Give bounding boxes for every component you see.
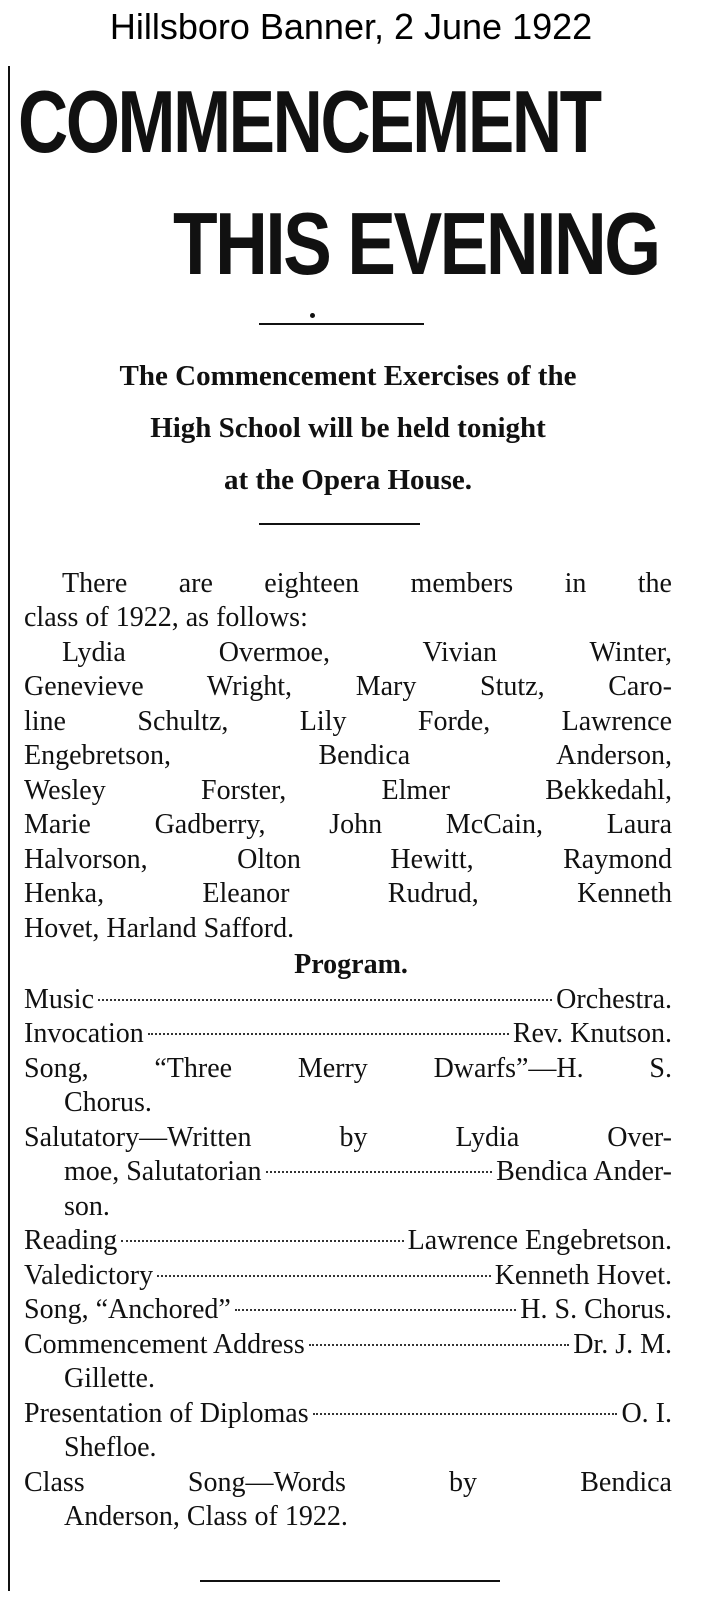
divider-dot (310, 313, 315, 318)
dot-leader (309, 1344, 569, 1346)
headline-line-1: COMMENCEMENT (18, 72, 600, 171)
program-performer: H. S. Chorus. (520, 1294, 672, 1325)
deck-line-2: High School will be held tonight (150, 412, 546, 444)
program-performer: O. I. (621, 1398, 672, 1429)
program-item-label: Commencement Address (24, 1329, 305, 1360)
program-item-label: Reading (24, 1225, 118, 1256)
roster-line: Marie Gadberry, John McCain, Laura (24, 809, 672, 840)
headline-line-2: THIS EVENING (173, 194, 659, 293)
program-heading: Program. (294, 949, 408, 980)
deck-line-1: The Commencement Exercises of the (119, 360, 577, 392)
roster-line: Genevieve Wright, Mary Stutz, Caro- (24, 671, 672, 702)
program-performer: Dr. J. M. (573, 1329, 672, 1360)
roster-line: Wesley Forster, Elmer Bekkedahl, (24, 775, 672, 806)
program-item-invocation (24, 1017, 672, 1052)
program-item-address-cont: Gillette. (64, 1363, 155, 1394)
program-item-song-anchored (24, 1293, 672, 1328)
program-item-valedictory (24, 1259, 672, 1294)
program-item-label: Music (24, 984, 94, 1015)
roster-line: line Schultz, Lily Forde, Lawrence (24, 706, 672, 737)
roster-line: Lydia Overmoe, Vivian Winter, (62, 637, 672, 668)
program-performer: Orchestra. (556, 984, 672, 1015)
program-item-address (24, 1328, 672, 1363)
program-item-diplomas (24, 1397, 672, 1432)
program-item-label: Invocation (24, 1018, 144, 1049)
column-rule (8, 66, 10, 1591)
program-item-song-dwarfs-cont: Chorus. (64, 1087, 152, 1118)
program-performer: Lawrence Engebretson. (407, 1225, 672, 1256)
dot-leader (313, 1413, 618, 1415)
intro-line: There are eighteen members in the (62, 568, 672, 599)
program-item-salutatory-cont (24, 1155, 672, 1190)
dot-leader (121, 1240, 403, 1242)
roster-line: Engebretson, Bendica Anderson, (24, 740, 672, 771)
roster-line: Halvorson, Olton Hewitt, Raymond (24, 844, 672, 875)
newspaper-caption: Hillsboro Banner, 2 June 1922 (109, 6, 593, 47)
program-item-reading (24, 1224, 672, 1259)
headline-divider (259, 323, 424, 325)
dot-leader (157, 1275, 491, 1277)
dot-leader (98, 999, 552, 1001)
deck-divider (259, 523, 420, 525)
program-item-label: moe, Salutatorian (64, 1156, 262, 1187)
program-item-class-song: Class Song—Words by Bendica (24, 1467, 672, 1498)
program-performer: Rev. Knutson. (512, 1018, 672, 1049)
dot-leader (148, 1033, 509, 1035)
program-item-song-dwarfs: Song, “Three Merry Dwarfs”—H. S. (24, 1053, 672, 1084)
roster-line: Hovet, Harland Safford. (24, 913, 295, 944)
program-item-label: Presentation of Diplomas (24, 1398, 309, 1429)
program-item-class-song-cont: Anderson, Class of 1922. (64, 1501, 348, 1532)
deck-line-3: at the Opera House. (223, 464, 473, 496)
program-item-salutatory-end: son. (64, 1191, 110, 1222)
program-item-label: Song, “Anchored” (24, 1294, 231, 1325)
dot-leader (235, 1309, 516, 1311)
dot-leader (266, 1171, 493, 1173)
program-item-music (24, 983, 672, 1018)
program-item-label: Valedictory (24, 1260, 154, 1291)
program-item-salutatory: Salutatory—Written by Lydia Over- (24, 1122, 672, 1153)
program-performer: Kenneth Hovet. (494, 1260, 672, 1291)
program-item-diplomas-cont: Shefloe. (64, 1432, 157, 1463)
program-performer: Bendica Ander- (496, 1156, 672, 1187)
bottom-divider (200, 1580, 500, 1582)
roster-line: Henka, Eleanor Rudrud, Kenneth (24, 878, 672, 909)
intro-line: class of 1922, as follows: (24, 602, 308, 633)
